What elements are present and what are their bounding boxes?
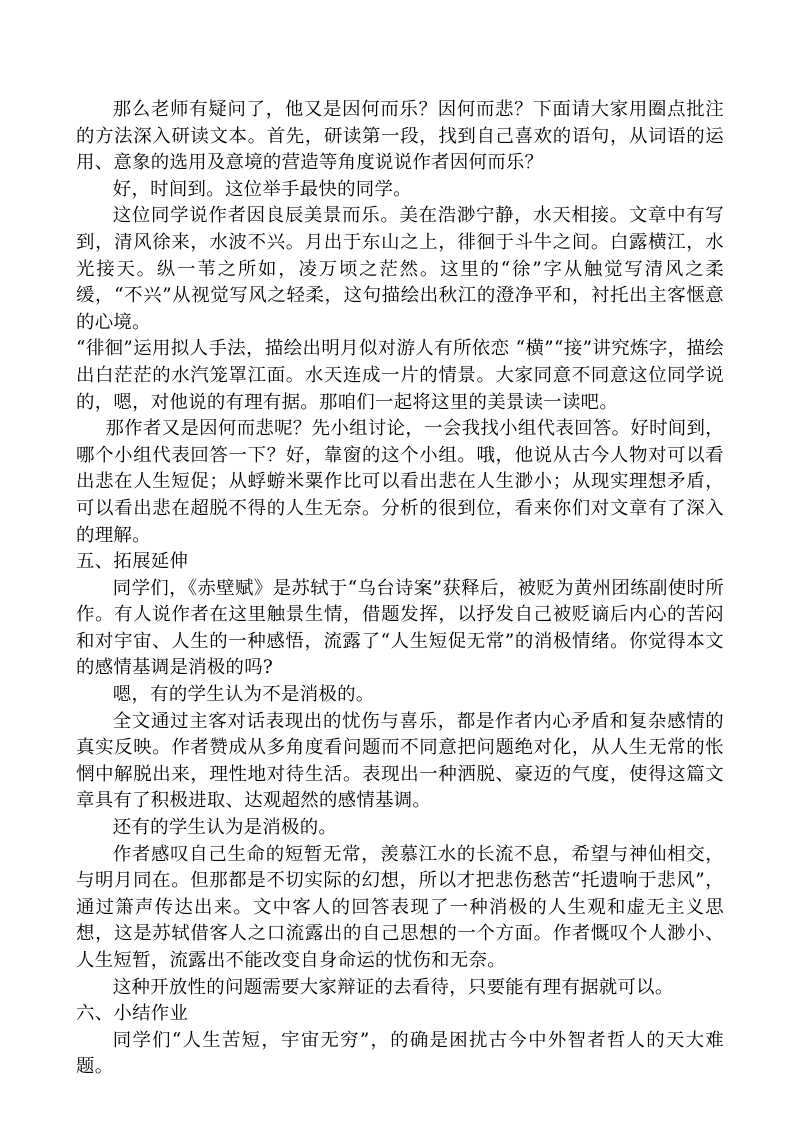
section-heading-summary: 六、小结作业: [76, 1003, 189, 1025]
paragraph-wandering-analysis: “徘徊”运用拟人手法，描绘出明月似对游人有所依恋 “横”“接”讲究炼字，描绘出白茫茫的水汽笼罩江面。水天连成一片的情景。大家同意不同意这位同学说的，嗯，对他说的有理有据。那咱们一起将这里的美景读一读吧。: [76, 338, 724, 413]
paragraph-intro-question: 那么老师有疑问了，他又是因何而乐？因何而悲？下面请大家用圈点批注的方法深入研读文本。首先，研读第一段，找到自己喜欢的语句，从词语的运用、意象的选用及意境的营造等角度说说作者因何而乐？: [76, 99, 724, 174]
section-heading-extension: 五、拓展延伸: [76, 551, 189, 573]
paragraph-sorrow-discussion: 那作者又是因何而悲呢？先小组讨论，一会我找小组代表回答。好时间到，哪个小组代表回答一下？好，靠窗的这个小组。哦，他说从古今人物对可以看出悲在人生短促；从蜉蝣米粟作比可以看出悲在人生渺小；从现实理想矛盾，可以看出悲在超脱不得的人生无奈。分析的很到位，看来你们对文章有了深入的理解。: [76, 418, 724, 546]
paragraph-negative: 还有的学生认为是消极的。: [112, 817, 338, 839]
paragraph-positive-view: 全文通过主客对话表现出的忧伤与喜乐，都是作者内心矛盾和复杂感情的真实反映。作者赞成从多角度看问题而不同意把问题绝对化，从人生无常的怅惘中解脱出来，理性地对待生活。表现出一种洒脱、豪迈的气度，使得这篇文章具有了积极进取、达观超然的感情基调。: [76, 710, 724, 812]
paragraph-negative-view: 作者感叹自己生命的短暂无常，羡慕江水的长流不息，希望与神仙相交，与明月同在。但那都是不切实际的幻想，所以才把悲伤愁苦“托遗响于悲风”，通过箫声传达出来。文中客人的回答表现了一种消极的人生观和虚无主义思想，这是苏轼借客人之口流露出的自己思想的一个方面。作者慨叹个人渺小、人生短暂，流露出不能改变自身命运的忧伤和无奈。: [76, 843, 724, 971]
paragraph-background: 同学们，《赤壁赋》是苏轼于“乌台诗案”获释后，被贬为黄州团练副使时所作。有人说作者在这里触景生情，借题发挥，以抒发自己被贬谪后内心的苦闷和对宇宙、人生的一种感悟，流露了“人生短促无常”的消极情绪。你觉得本文的感情基调是消极的吗?: [76, 577, 724, 679]
paragraph-time-up: 好，时间到。这位举手最快的同学。: [112, 178, 412, 200]
paragraph-summary: 同学们“人生苦短，宇宙无穷”，的确是困扰古今中外智者哲人的天大难题。: [76, 1029, 724, 1078]
document-body: [76, 97, 724, 1081]
paragraph-open-question: 这种开放性的问题需要大家辩证的去看待，只要能有理有据就可以。: [112, 976, 674, 998]
paragraph-scenery-joy: 这位同学说作者因良辰美景而乐。美在浩渺宁静，水天相接。文章中有写到，清风徐来，水波不兴。月出于东山之上，徘徊于斗牛之间。白露横江，水光接天。纵一苇之所如，凌万顷之茫然。这里的“徐”字从触觉写清风之柔缓，“不兴”从视觉写风之轻柔，这句描绘出秋江的澄净平和，衬托出主客惬意的心境。: [76, 205, 724, 333]
paragraph-not-negative: 嗯，有的学生认为不是消极的。: [112, 684, 375, 706]
